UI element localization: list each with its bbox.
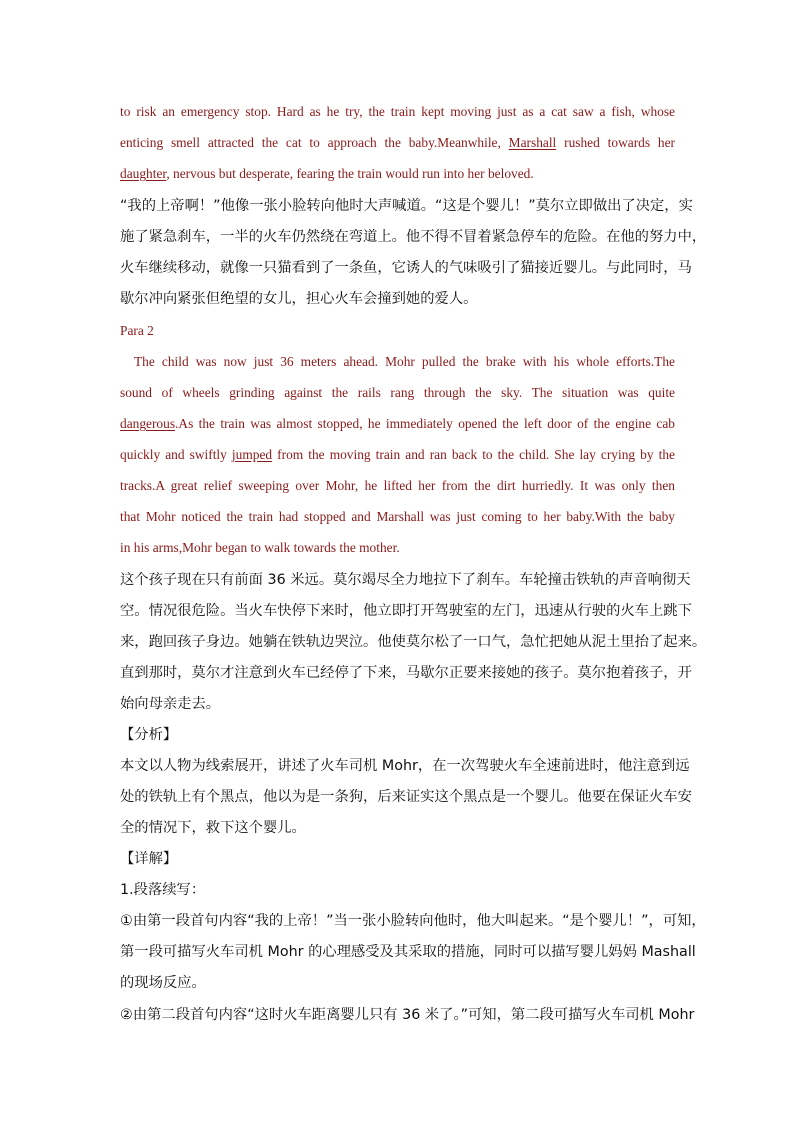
para2-zh-line3: 来，跑回孩子身边。她躺在铁轨边哭泣。他使莫尔松了一口气，急忙把她从泥土里抬了起来。 (120, 634, 707, 650)
analysis-line3: 全的情况下，救下这个婴儿。 (120, 820, 306, 836)
para2-en-line1: The child was now just 36 meters ahead. Mohr pulled the brake with his whole efforts.The (134, 354, 675, 369)
analysis-heading: 【分析】 (120, 727, 178, 743)
para2-en-line3 (120, 416, 675, 432)
para1-en-line2-b: rushed towards her (564, 135, 675, 150)
details-p2-line1: ②由第二段首句内容“这时火车距离婴儿只有 36 米了。”可知，第二段可描写火车司机 Mohr (120, 1007, 695, 1023)
details-heading: 【详解】 (120, 851, 178, 867)
para1-en-line1: to risk an emergency stop. Hard as he try, the train kept moving just as a cat saw a fish, whose (120, 104, 675, 119)
details-p1-line3: 的现场反应。 (120, 975, 206, 991)
marshall-underlined: Marshall (508, 135, 557, 150)
para1-zh-line1: “我的上帝啊！”他像一张小脸转向他时大声喊道。“这是个婴儿！”莫尔立即做出了决定，实 (120, 198, 693, 214)
para2-en-line4-a: quickly and swiftly (120, 447, 227, 462)
para1-zh-line4: 歇尔冲向紧张但绝望的女儿，担心火车会撞到她的爱人。 (120, 291, 478, 307)
jumped-underlined: jumped (231, 447, 273, 462)
para2-zh-line5: 始向母亲走去。 (120, 696, 221, 712)
para2-zh-line4: 直到那时，莫尔才注意到火车已经停了下来，马歇尔正要来接她的孩子。莫尔抱着孩子，开 (120, 665, 692, 681)
para2-en-line4-b: from the moving train and ran back to the child. She lay crying by the (277, 447, 675, 462)
analysis-line1: 本文以人物为线索展开，讲述了火车司机 Mohr，在一次驾驶火车全速前进时，他注意到远 (120, 758, 690, 774)
para2-en-line2: sound of wheels grinding against the rails rang through the sky. The situation was quite (120, 385, 675, 400)
daughter-underlined: daughter (120, 166, 167, 181)
dangerous-underlined: dangerous (120, 416, 176, 431)
para2-en-line6: that Mohr noticed the train had stopped and Marshall was just coming to her baby.With the baby (120, 509, 675, 524)
para1-en-line3 (120, 166, 675, 182)
para2-en-line5: tracks.A great relief sweeping over Mohr, he lifted her from the dirt hurriedly. It was only then (120, 478, 675, 493)
analysis-line2: 处的铁轨上有个黑点，他以为是一条狗，后来证实这个黑点是一个婴儿。他要在保证火车安 (120, 789, 692, 805)
details-p1-line2: 第一段可描写火车司机 Mohr 的心理感受及其采取的措施，同时可以描写婴儿妈妈 Mashall (120, 944, 696, 960)
para2-en-line4 (120, 447, 675, 463)
para1-en-line2 (120, 135, 675, 151)
para2-en-line3-b: .As the train was almost stopped, he immediately opened the left door of the engine cab (175, 416, 675, 431)
para2-zh-line2: 空。情况很危险。当火车快停下来时，他立即打开驾驶室的左门，迅速从行驶的火车上跳下 (120, 603, 692, 619)
para1-en-line2-a: enticing smell attracted the cat to approach the baby.Meanwhile, (120, 135, 501, 150)
para2-en-line7: in his arms,Mohr began to walk towards the mother. (120, 540, 400, 555)
para1-en-line3-b: , nervous but desperate, fearing the train would run into her beloved. (166, 166, 534, 181)
para1-zh-line2: 施了紧急刹车，一半的火车仍然绕在弯道上。他不得不冒着紧急停车的危险。在他的努力中， (120, 229, 707, 245)
para2-zh-line1: 这个孩子现在只有前面 36 米远。莫尔竭尽全力地拉下了刹车。车轮撞击铁轨的声音响彻天 (120, 572, 691, 588)
details-item1: 1.段落续写： (120, 882, 206, 898)
details-p1-line1: ①由第一段首句内容“我的上帝！”当一张小脸转向他时，他大叫起来。“是个婴儿！”，可知， (120, 913, 706, 929)
para1-zh-line3: 火车继续移动，就像一只猫看到了一条鱼，它诱人的气味吸引了猫接近婴儿。与此同时，马 (120, 260, 692, 276)
para2-label: Para 2 (120, 323, 154, 338)
